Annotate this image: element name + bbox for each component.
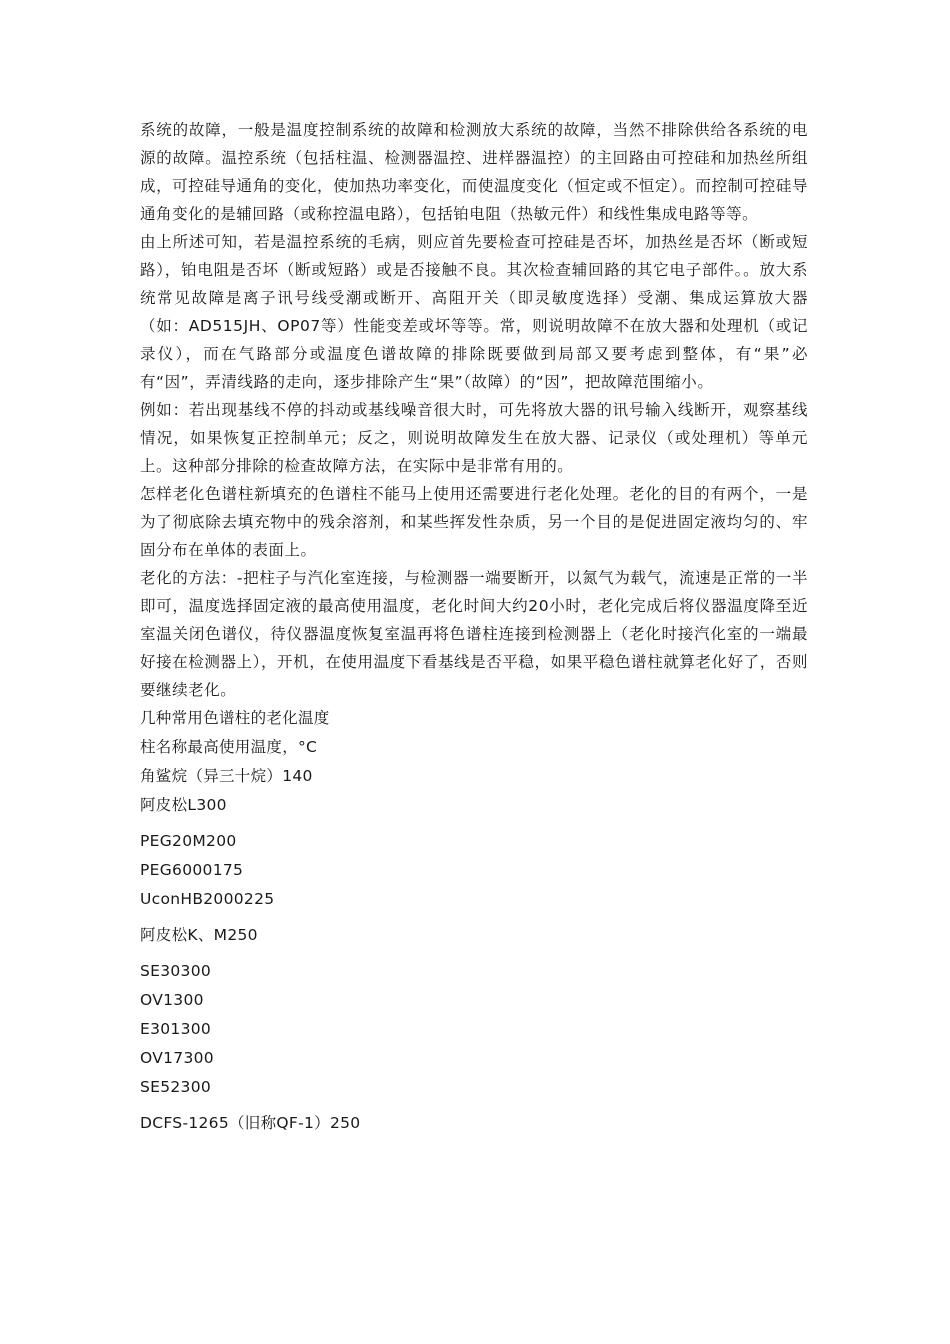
- list-item: SE52300: [140, 1078, 212, 1096]
- paragraph: 怎样老化色谱柱新填充的色谱柱不能马上使用还需要进行老化处理。老化的目的有两个，一是为了彻底除去填充物中的残余溶剂，和某些挥发性杂质，另一个目的是促进固定液均匀的、牢固分布在单体的表面上。: [140, 485, 808, 559]
- list-item: E301300: [140, 1020, 212, 1038]
- column-aging-list: [140, 704, 808, 1138]
- list-item: 阿皮松L300: [140, 796, 227, 814]
- list-item: OV17300: [140, 1049, 214, 1067]
- list-item: PEG6000175: [140, 861, 244, 879]
- list-header: 柱名称最高使用温度，°C: [140, 738, 318, 756]
- list-item: DCFS-1265（旧称QF-1）250: [140, 1114, 361, 1132]
- list-item: 阿皮松K、M250: [140, 926, 258, 944]
- paragraph: 例如：若出现基线不停的抖动或基线噪音很大时，可先将放大器的讯号输入线断开，观察基线情况，如果恢复正控制单元；反之，则说明故障发生在放大器、记录仪（或处理机）等单元上。这种部分排除的检查故障方法，在实际中是非常有用的。: [140, 401, 808, 475]
- paragraph: 老化的方法：-把柱子与汽化室连接，与检测器一端要断开，以氮气为载气，流速是正常的一半即可，温度选择固定液的最高使用温度，老化时间大约20小时，老化完成后将仪器温度降至近室温关闭色谱仪，待仪器温度恢复室温再将色谱柱连接到检测器上（老化时接汽化室的一端最好接在检测器上），开机，在使用温度下看基线是否平稳，如果平稳色谱柱就算老化好了，否则要继续老化。: [140, 569, 808, 699]
- paragraph: 系统的故障，一般是温度控制系统的故障和检测放大系统的故障，当然不排除供给各系统的电源的故障。温控系统（包括柱温、检测器温控、进样器温控）的主回路由可控硅和加热丝所组成，可控硅导通角的变化，使加热功率变化，而使温度变化（恒定或不恒定）。而控制可控硅导通角变化的是辅回路（或称控温电路），包括铂电阻（热敏元件）和线性集成电路等等。: [140, 121, 808, 223]
- list-item: OV1300: [140, 991, 204, 1009]
- list-item: UconHB2000225: [140, 890, 275, 908]
- list-item: 角鲨烷（异三十烷）140: [140, 767, 313, 785]
- list-title: 几种常用色谱柱的老化温度: [140, 709, 330, 727]
- list-item: SE30300: [140, 962, 212, 980]
- document-page: [140, 116, 808, 1138]
- paragraph: 由上所述可知，若是温控系统的毛病，则应首先要检查可控硅是否坏，加热丝是否坏（断或短路），铂电阻是否坏（断或短路）或是否接触不良。其次检查辅回路的其它电子部件。。放大系统常见故障是离子讯号线受潮或断开、高阻开关（即灵敏度选择）受潮、集成运算放大器（如：AD515JH、OP07等）性能变差或坏等等。常，则说明故障不在放大器和处理机（或记录仪），而在气路部分或温度色谱故障的排除既要做到局部又要考虑到整体，有“果”必有“因”，弄清线路的走向，逐步排除产生“果”（故障）的“因”，把故障范围缩小。: [140, 233, 808, 391]
- list-item: PEG20M200: [140, 832, 237, 850]
